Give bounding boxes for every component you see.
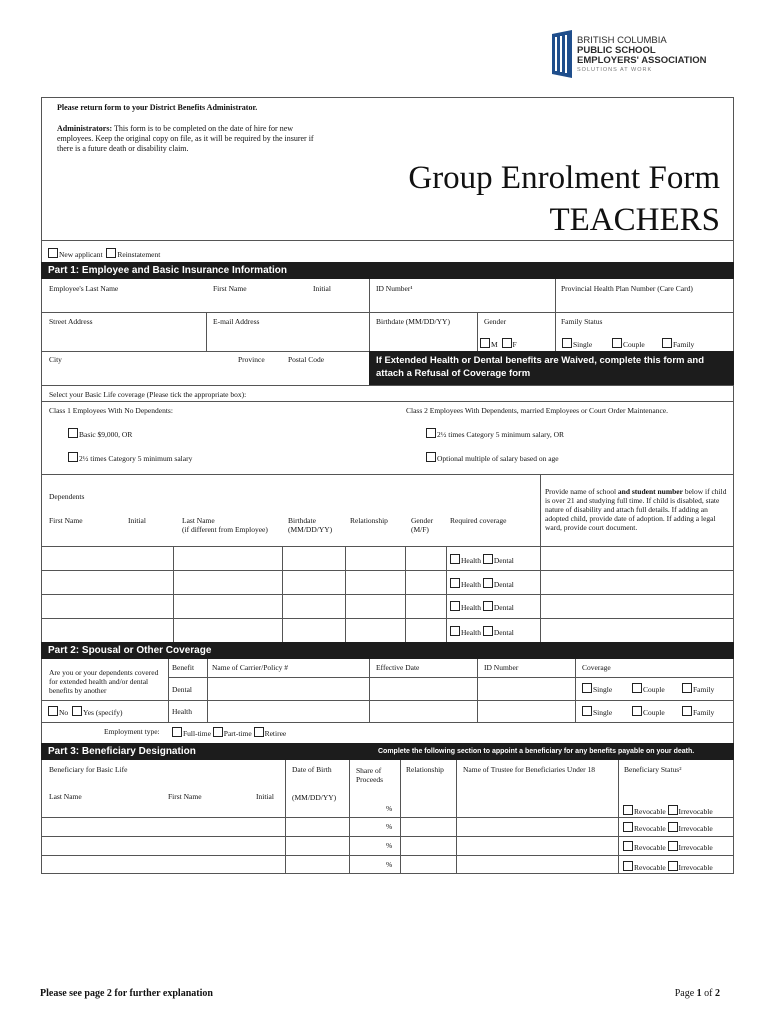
p2-dental-family-label: Family xyxy=(693,685,715,694)
dep4-dental-checkbox[interactable] xyxy=(483,626,493,636)
province-label: Province xyxy=(238,355,265,364)
b3-revocable-checkbox[interactable] xyxy=(623,841,633,851)
family-status-label: Family Status xyxy=(561,317,603,326)
dep-last-line2: (if different from Employee) xyxy=(182,525,268,534)
dep2-dental-checkbox[interactable] xyxy=(483,578,493,588)
gender-f-label: F xyxy=(512,340,517,349)
p2-health-single-checkbox[interactable] xyxy=(582,706,592,716)
p2-dental-single-label: Single xyxy=(593,685,613,694)
dep-last-line1: Last Name xyxy=(182,516,215,525)
dep3-health-checkbox[interactable] xyxy=(450,601,460,611)
beneficiary-row xyxy=(41,855,734,874)
dep-gender-label xyxy=(411,516,433,534)
b4-irrevocable-checkbox[interactable] xyxy=(668,861,678,871)
b4-revocable-checkbox[interactable] xyxy=(623,861,633,871)
pct-4: % xyxy=(386,860,393,869)
yes-checkbox[interactable] xyxy=(72,706,82,716)
dep2-health-label: Health xyxy=(461,580,481,589)
p2-health-family-label: Family xyxy=(693,708,715,717)
family-family-checkbox[interactable] xyxy=(662,338,672,348)
form-subtitle: TEACHERS xyxy=(549,202,720,238)
first-name-label: First Name xyxy=(213,284,247,293)
admin-note xyxy=(57,124,317,154)
city-label: City xyxy=(49,355,62,364)
last-name-label: Employee's Last Name xyxy=(49,284,119,293)
dependent-row xyxy=(41,594,734,619)
form-title: Group Enrolment Form xyxy=(408,160,720,196)
p2-health-single-label: Single xyxy=(593,708,613,717)
basic-9000-label: Basic $9,000, OR xyxy=(79,430,133,439)
p2-health-label: Health xyxy=(172,707,192,716)
family-single-label: Single xyxy=(573,340,593,349)
gender-label: Gender xyxy=(484,317,507,326)
optional-multiple-checkbox[interactable] xyxy=(426,452,436,462)
dep3-dental-label: Dental xyxy=(493,603,514,612)
ben-life-label: Beneficiary for Basic Life xyxy=(49,765,128,774)
p3-first-label: First Name xyxy=(168,792,202,801)
dep-last-label xyxy=(182,516,268,534)
school-note-pre: Provide name of school xyxy=(545,487,618,496)
family-couple-checkbox[interactable] xyxy=(612,338,622,348)
family-single-checkbox[interactable] xyxy=(562,338,572,348)
fulltime-checkbox[interactable] xyxy=(172,727,182,737)
b2-irrevocable-label: Irrevocable xyxy=(678,824,713,833)
gender-m-label: M xyxy=(491,340,498,349)
logo-line1: BRITISH COLUMBIA xyxy=(577,35,667,46)
part1-title: Part 1: Employee and Basic Insurance Information xyxy=(48,265,287,276)
life-select-label: Select your Basic Life coverage (Please tick the appropriate box): xyxy=(49,390,247,399)
p2-dental-couple-label: Couple xyxy=(643,685,665,694)
dep3-dental-checkbox[interactable] xyxy=(483,601,493,611)
new-applicant-checkbox[interactable] xyxy=(48,248,58,258)
birthdate-label: Birthdate (MM/DD/YY) xyxy=(376,317,450,326)
part3-header xyxy=(41,743,734,760)
pct-3: % xyxy=(386,841,393,850)
return-note: Please return form to your District Benefits Administrator. xyxy=(57,103,258,112)
class1-label: Class 1 Employees With No Dependents: xyxy=(49,406,173,415)
phn-label: Provincial Health Plan Number (Care Card) xyxy=(561,284,693,293)
reinstatement-label: Reinstatement xyxy=(117,250,161,259)
class2-times-checkbox[interactable] xyxy=(426,428,436,438)
p2-dental-family-checkbox[interactable] xyxy=(682,683,692,693)
p2-dental-single-checkbox[interactable] xyxy=(582,683,592,693)
dep-first-label: First Name xyxy=(49,516,83,525)
school-note-post: below if child is over 21 and studying full time. If child is disabled, state nature of disability and attach full details. If adding an adopted child, provide date of adoption. If adding a legal ward, provide court document. xyxy=(545,487,727,532)
p2-dental-label: Dental xyxy=(172,685,192,694)
class2-label: Class 2 Employees With Dependents, married Employees or Court Order Maintenance. xyxy=(406,406,668,415)
p2-health-couple-label: Couple xyxy=(643,708,665,717)
parttime-label: Part-time xyxy=(223,729,252,738)
dep4-dental-label: Dental xyxy=(493,628,514,637)
footer-note: Please see page 2 for further explanation xyxy=(40,988,213,999)
p3-relationship-label: Relationship xyxy=(406,765,444,774)
p2-dental-couple-checkbox[interactable] xyxy=(632,683,642,693)
fulltime-label: Full-time xyxy=(183,729,211,738)
part3-title: Part 3: Beneficiary Designation xyxy=(48,746,196,757)
b3-irrevocable-label: Irrevocable xyxy=(678,843,713,852)
pct-1: % xyxy=(386,804,393,813)
reinstatement-checkbox[interactable] xyxy=(106,248,116,258)
share-line2: Proceeds xyxy=(356,775,384,784)
class1-times-label: 2½ times Category 5 minimum salary xyxy=(79,454,193,463)
page-of: of xyxy=(701,988,715,999)
page-total: 2 xyxy=(715,988,720,999)
employment-type-label: Employment type: xyxy=(104,727,160,736)
share-line1: Share of xyxy=(356,766,382,775)
logo-tagline: SOLUTIONS AT WORK xyxy=(577,67,653,73)
retiree-checkbox[interactable] xyxy=(254,727,264,737)
b1-irrevocable-checkbox[interactable] xyxy=(668,805,678,815)
dep-birth-label xyxy=(288,516,332,534)
basic-9000-checkbox[interactable] xyxy=(68,428,78,438)
no-label: No xyxy=(59,708,69,717)
waiver-box xyxy=(369,351,734,385)
school-note xyxy=(545,487,729,532)
dependent-row xyxy=(41,618,734,642)
yes-label: Yes (specify) xyxy=(83,708,123,717)
admin-label: Administrators: xyxy=(57,124,113,133)
gender-m-checkbox[interactable] xyxy=(480,338,490,348)
dependent-row xyxy=(41,546,734,571)
beneficiary-row xyxy=(41,836,734,856)
p3-last-label: Last Name xyxy=(49,792,82,801)
benefit-label: Benefit xyxy=(172,663,195,672)
carrier-label: Name of Carrier/Policy # xyxy=(212,663,289,672)
school-note-bold: and student number xyxy=(617,487,683,496)
dob-label: Date of Birth xyxy=(292,765,332,774)
postal-label: Postal Code xyxy=(288,355,325,364)
parttime-checkbox[interactable] xyxy=(213,727,223,737)
dep-initial-label: Initial xyxy=(128,516,146,525)
admin-text: This form is to be completed on the date of hire for new employees. Keep the original copy on file, as it will be required by the insurer if there is a future death or disability claim. xyxy=(57,124,314,153)
b2-irrevocable-checkbox[interactable] xyxy=(668,822,678,832)
email-label: E-mail Address xyxy=(213,317,260,326)
pct-2: % xyxy=(386,822,393,831)
class1-times-checkbox[interactable] xyxy=(68,452,78,462)
beneficiary-row xyxy=(41,798,734,818)
dep4-health-checkbox[interactable] xyxy=(450,626,460,636)
part3-note: Complete the following section to appoint a beneficiary for any benefits payable on your death. xyxy=(378,748,695,755)
class2-times-label: 2½ times Category 5 minimum salary, OR xyxy=(437,430,564,439)
b3-revocable-label: Revocable xyxy=(634,843,666,852)
dep1-health-label: Health xyxy=(461,556,481,565)
dep1-dental-checkbox[interactable] xyxy=(483,554,493,564)
dependent-row xyxy=(41,570,734,595)
part2-title: Part 2: Spousal or Other Coverage xyxy=(48,645,212,656)
dob2-label: (MM/DD/YY) xyxy=(292,793,337,802)
dep1-health-checkbox[interactable] xyxy=(450,554,460,564)
b4-revocable-label: Revocable xyxy=(634,863,666,872)
other-coverage-question: Are you or your dependents covered for extended health and/or dental benefits by another xyxy=(49,668,159,695)
optional-multiple-label: Optional multiple of salary based on age xyxy=(437,454,559,463)
dep-gender-line2: (M/F) xyxy=(411,525,429,534)
b1-revocable-checkbox[interactable] xyxy=(623,805,633,815)
b3-irrevocable-checkbox[interactable] xyxy=(668,841,678,851)
b2-revocable-label: Revocable xyxy=(634,824,666,833)
p2-id-label: ID Number xyxy=(484,663,519,672)
b1-revocable-label: Revocable xyxy=(634,807,666,816)
logo-line3: EMPLOYERS' ASSOCIATION xyxy=(577,55,707,66)
trustee-label: Name of Trustee for Beneficiaries Under 18 xyxy=(463,765,596,774)
new-applicant-label: New applicant xyxy=(59,250,103,259)
no-checkbox[interactable] xyxy=(48,706,58,716)
logo-line2: PUBLIC SCHOOL xyxy=(577,45,656,56)
dep2-dental-label: Dental xyxy=(493,580,514,589)
p2-health-family-checkbox[interactable] xyxy=(682,706,692,716)
retiree-label: Retiree xyxy=(264,729,287,738)
family-couple-label: Couple xyxy=(623,340,645,349)
dependents-label: Dependents xyxy=(49,492,85,501)
dep2-health-checkbox[interactable] xyxy=(450,578,460,588)
part1-header xyxy=(41,262,734,279)
share-label xyxy=(356,766,383,784)
initial-label: Initial xyxy=(313,284,331,293)
dep4-health-label: Health xyxy=(461,628,481,637)
beneficiary-row xyxy=(41,817,734,837)
part2-header xyxy=(41,642,734,659)
waiver-text: If Extended Health or Dental benefits are Waived, complete this form and attach a Refusal of Coverage form xyxy=(376,355,704,379)
dep-relationship-label: Relationship xyxy=(350,516,388,525)
street-label: Street Address xyxy=(49,317,93,326)
dep-gender-line1: Gender xyxy=(411,516,434,525)
dep1-dental-label: Dental xyxy=(493,556,514,565)
b4-irrevocable-label: Irrevocable xyxy=(678,863,713,872)
page-number xyxy=(675,988,720,999)
id-number-label: ID Number¹ xyxy=(376,284,413,293)
dep-birth-line1: Birthdate xyxy=(288,516,316,525)
logo xyxy=(549,28,734,80)
b2-revocable-checkbox[interactable] xyxy=(623,822,633,832)
ben-status-label: Beneficiary Status² xyxy=(624,765,682,774)
logo-mark-icon xyxy=(549,28,575,80)
p2-health-couple-checkbox[interactable] xyxy=(632,706,642,716)
p3-initial-label: Initial xyxy=(256,792,274,801)
coverage-label: Coverage xyxy=(582,663,611,672)
effective-date-label: Effective Date xyxy=(376,663,420,672)
page-pre: Page xyxy=(674,988,697,999)
family-family-label: Family xyxy=(673,340,695,349)
b1-irrevocable-label: Irrevocable xyxy=(678,807,713,816)
dep-birth-line2: (MM/DD/YY) xyxy=(288,525,333,534)
dep3-health-label: Health xyxy=(461,603,481,612)
page-num: 1 xyxy=(696,988,702,999)
gender-f-checkbox[interactable] xyxy=(502,338,512,348)
dep-required-label: Required coverage xyxy=(450,516,507,525)
